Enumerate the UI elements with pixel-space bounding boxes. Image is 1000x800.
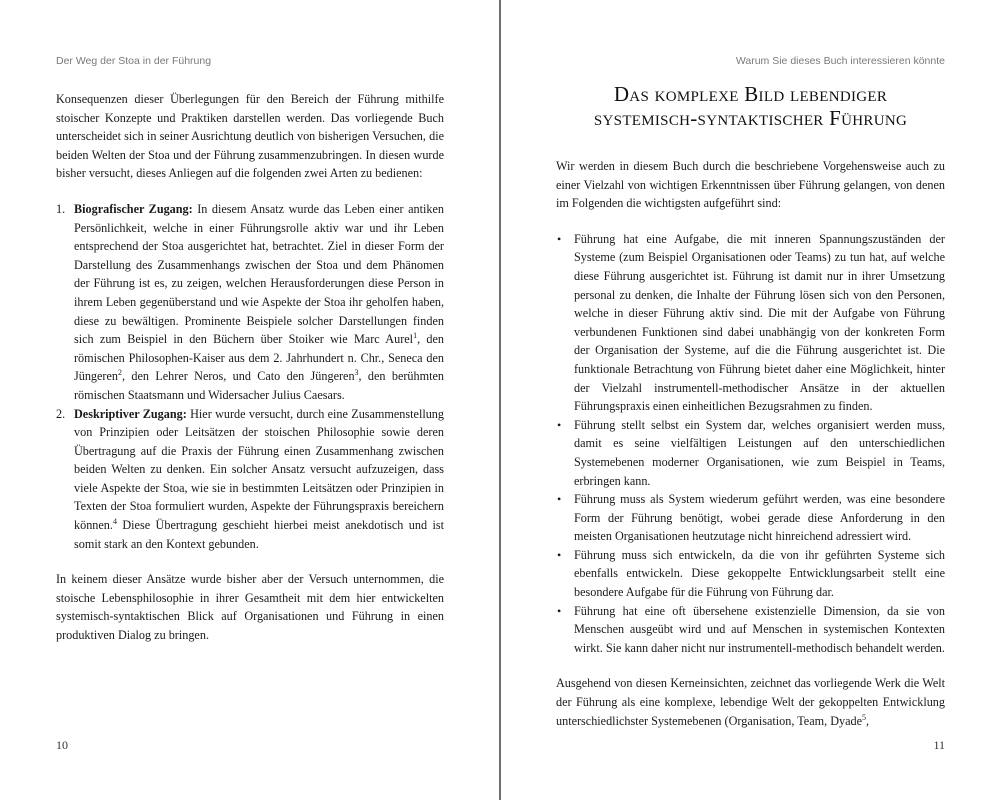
insights-list bbox=[556, 230, 945, 658]
bullet-text: Führung muss sich entwickeln, da die von ihr geführten Systeme sich ebenfalls entwickeln. Diese gekoppelte Entwicklungsarbeit stellt eine besondere Aufgabe für die Führung von Führung dar. bbox=[574, 547, 945, 600]
list-item-biographical bbox=[56, 200, 444, 405]
bullet-icon: • bbox=[557, 231, 562, 246]
list-number: 2. bbox=[56, 406, 66, 421]
footnote-ref[interactable]: 5 bbox=[862, 712, 867, 722]
list-item-descriptive bbox=[56, 405, 444, 554]
bullet-item bbox=[556, 546, 945, 602]
bullet-text: Führung stellt selbst ein System dar, welches organisiert werden muss, damit es seine vielfältigen Leistungen auf den unterschiedlichen Systemebenen moderner Organisationen, wie zum Beispiel in Teams, erbringen kann. bbox=[574, 417, 945, 488]
page-number-left: 10 bbox=[56, 738, 68, 752]
bullet-text: Führung hat eine Aufgabe, die mit inneren Spannungszuständen der Systeme (zum Beispiel Organisationen oder Teams) zu tun hat, auf welche diese Führung ausgerichtet ist. Führung ist damit nur in ihrer Umsetzung personal zu denken, die Inhalte der Führung lösen sich von den Personen, welche in dieser Führung aktiv sind. Die mit der Aufgabe von Führung verbundenen Funktionen sind dabei unabhängig von der konkreten Form der Organisation der Systeme, auf die die Führung ausgerichtet ist. Die funktionale Betrachtung von Führung bietet daher eine Möglichkeit, hinter der Vielzahl instrumentell-methodischer Ansätze in der aktuellen Führungspraxis einen einheitlichen Bezugsrahmen zu finden. bbox=[574, 231, 945, 414]
bullet-icon: • bbox=[557, 417, 562, 432]
list-item-lead: Deskriptiver Zugang: bbox=[74, 406, 187, 421]
bullet-text: Führung muss als System wiederum geführt werden, was eine besondere Form der Führung benötigt, wobei gerade diese Anforderung in den meisten Organisationen heutzutage nicht hinreichend adressiert wird. bbox=[574, 492, 945, 544]
closing-text: Ausgehend von diesen Kerneinsichten, zeichnet das vorliegende Werk die Welt der Führung als eine komplexe, lebendige Welt der gekoppelten Entwicklung unterschiedlichster Systemebenen (Organisation, Team, Dyade bbox=[556, 676, 945, 728]
list-item-text: Diese Übertragung geschieht hierbei meist anekdotisch und ist somit stark an den Kontext gebunden. bbox=[74, 518, 444, 551]
left-body bbox=[56, 90, 444, 645]
right-intro-paragraph: Wir werden in diesem Buch durch die beschriebene Vorgehensweise auch zu einer Vielzahl von wichtigen Erkenntnissen über Führung gelangen, von denen im Folgenden die wichtigsten aufgeführt sind: bbox=[556, 159, 945, 211]
bullet-icon: • bbox=[557, 492, 562, 507]
list-item-text: , den Lehrer Neros, und Cato den Jüngeren bbox=[122, 369, 355, 384]
list-item-text: , den berühmten römischen Staatsmann und Widersacher Julius Caesars. bbox=[74, 369, 444, 402]
left-page bbox=[0, 0, 499, 800]
footnote-ref[interactable]: 1 bbox=[413, 331, 418, 341]
footnote-ref[interactable]: 2 bbox=[118, 368, 122, 378]
closing-tail: , bbox=[866, 713, 870, 728]
right-closing-paragraph bbox=[556, 674, 945, 730]
approaches-list bbox=[56, 200, 444, 553]
chapter-title-line: Das komplexe Bild lebendiger bbox=[613, 82, 888, 106]
chapter-title-line: systemisch-syntaktischer Führung bbox=[593, 106, 908, 130]
footnote-ref[interactable]: 3 bbox=[354, 368, 359, 378]
list-number: 1. bbox=[56, 201, 66, 216]
bullet-item bbox=[556, 490, 945, 546]
right-body bbox=[556, 157, 945, 730]
chapter-title bbox=[556, 82, 945, 130]
footnote-ref[interactable]: 4 bbox=[112, 517, 117, 526]
list-item-text: In diesem Ansatz wurde das Leben einer antiken Persönlichkeit, welche in einer Führungsrolle aktiv war und ihr Leben entsprechend der Stoa ausgerichtet hat, betrachtet. Ziel in dieser Form der Darstellung des Zusammenhangs zwischen der Stoa und dem Phänomen der Führung ist es, zu zeigen, welchen Herausforderungen diese Person in ihrem Leben gegenüberstand und wie Aspekte der Stoa ihr geholfen haben, diese zu bewältigen. Prominente Beispiele solcher Darstellungen finden sich zum Beispiel in den Büchern über Stoiker wie Marc Aurel bbox=[74, 201, 444, 347]
page-number-right: 11 bbox=[933, 738, 945, 752]
bullet-icon: • bbox=[557, 603, 562, 618]
left-closing-paragraph: In keinem dieser Ansätze wurde bisher aber der Versuch unternommen, die stoische Lebensphilosophie in ihrer Gesamtheit mit dem hier entwickelten systemisch-syntaktischen Blick auf Organisationen und Führung in einen produktiven Dialog zu bringen. bbox=[56, 572, 444, 643]
bullet-item bbox=[556, 602, 945, 658]
bullet-item bbox=[556, 230, 945, 416]
list-item-lead: Biografischer Zugang: bbox=[74, 201, 193, 216]
bullet-item bbox=[556, 416, 945, 490]
running-header-right: Warum Sie dieses Buch interessieren könnte bbox=[735, 55, 945, 67]
running-header-left: Der Weg der Stoa in der Führung bbox=[56, 55, 212, 67]
list-item-text: , den römischen Philosophen-Kaiser aus dem 2. Jahrhundert n. Chr., Seneca den Jüngeren bbox=[74, 332, 444, 384]
right-page bbox=[501, 0, 1000, 800]
left-intro-paragraph: Konsequenzen dieser Überlegungen für den Bereich der Führung mithilfe stoischer Konzepte und Praktiken darstellen werden. Das vorliegende Buch unterscheidet sich in seiner Ausrichtung deutlich von bisherigen Versuchen, die beiden Welten der Stoa und der Führung zusammenzubringen. In diesen wurde bisher versucht, dieses Anliegen auf die folgenden zwei Arten zu bedienen: bbox=[56, 92, 444, 181]
bullet-icon: • bbox=[557, 547, 562, 562]
list-item-text: Hier wurde versucht, durch eine Zusammenstellung von Prinzipien oder Leitsätzen der stoischen Philosophie sowie deren Übertragung auf die Praxis der Führung einen Zusammenhang zwischen beiden Welten zu denken. Ein solcher Ansatz versucht aufzuzeigen, dass viele Aspekte der Stoa, wie sie in bestimmten Leitsätzen oder Prinzipien in Texten der Stoa formuliert wurden, Aspekte der Führungspraxis bereichern können. bbox=[74, 406, 444, 533]
bullet-text: Führung hat eine oft übersehene existenzielle Dimension, da sie von Menschen ausgeübt wird und auf Menschen in systemischen Kontexten wirkt. Sie kann daher nicht nur instrumentell-methodisch behandelt werden. bbox=[574, 603, 945, 655]
